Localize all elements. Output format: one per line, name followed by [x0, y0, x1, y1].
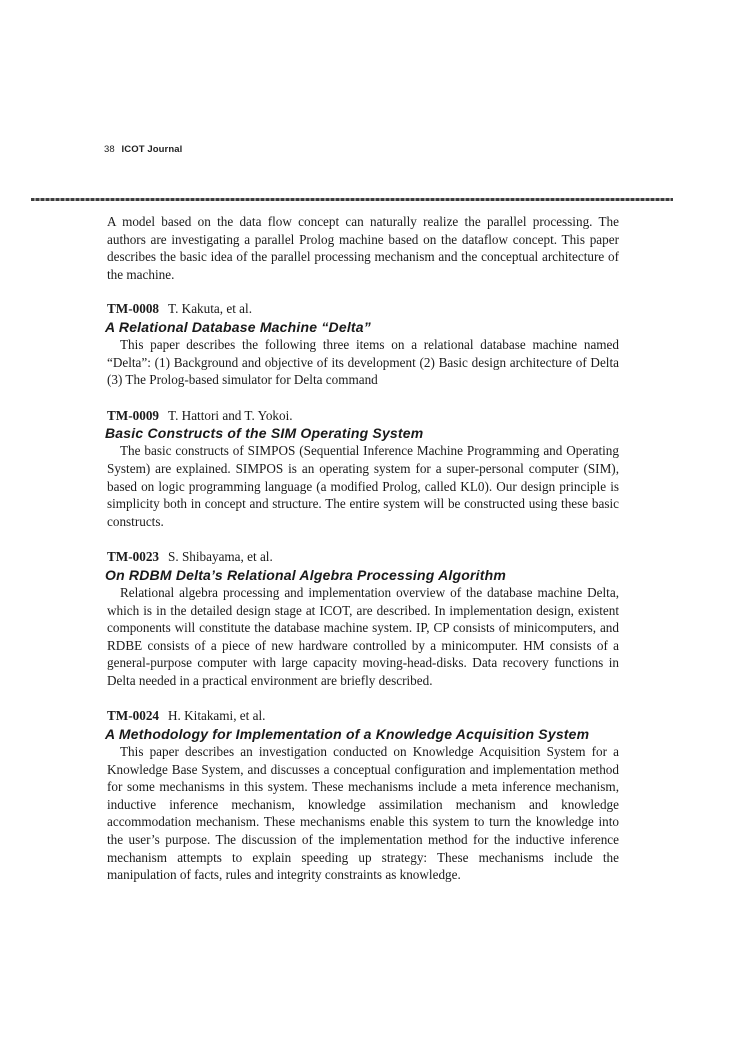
- entry-heading: [107, 407, 619, 425]
- report-authors: T. Hattori and T. Yokoi.: [168, 407, 293, 423]
- report-id: TM-0008: [107, 301, 160, 317]
- report-authors: H. Kitakami, et al.: [168, 708, 266, 724]
- report-entry: [107, 548, 619, 689]
- page-number: 38: [104, 144, 115, 155]
- intro-paragraph: A model based on the data flow concept can naturally realize the parallel processing. The authors are investigating a parallel Prolog machine based on the dataflow concept. This paper describes the basic idea of the parallel processing mechanism and the conceptual architecture of the machine.: [107, 214, 619, 282]
- report-authors: S. Shibayama, et al.: [168, 549, 273, 565]
- report-title: A Relational Database Machine “Delta”: [105, 318, 371, 335]
- report-id: TM-0024: [107, 708, 160, 724]
- report-authors: T. Kakuta, et al.: [168, 301, 252, 317]
- report-abstract: Relational algebra processing and implementation overview of the database machine Delta, which is in the detailed design stage at ICOT, are described. In implementation design, existent components will constitute the database machine system. IP, CP consists of minicomputers, and RDBE consists of a piece of new hardware controlled by a minicomputer. HM consists of a general-purpose computer with large capacity moving-head-disks. Data recovery functions in Delta needed in a practical environment are briefly described.: [107, 584, 619, 688]
- report-abstract: The basic constructs of SIMPOS (Sequential Inference Machine Programming and Operating System) are explained. SIMPOS is an operating system for a super-personal computer (SIM), based on logic programming language (a modified Prolog, called KL0). Our design principle is simplicity both in concept and structure. The entire system will be constructed using these basic constructs.: [107, 443, 619, 529]
- report-entry: [107, 407, 619, 531]
- report-title: A Methodology for Implementation of a Knowledge Acquisition System: [105, 726, 590, 743]
- running-head: [104, 144, 182, 155]
- entry-heading: [107, 300, 619, 318]
- header-rule-divider: [31, 198, 673, 201]
- entry-heading: [107, 707, 619, 725]
- journal-name: ICOT Journal: [121, 144, 183, 155]
- report-entry: [107, 300, 619, 388]
- report-entry: [107, 707, 619, 883]
- report-id: TM-0023: [107, 549, 160, 565]
- report-title: On RDBM Delta’s Relational Algebra Processing Algorithm: [105, 566, 506, 583]
- entry-heading: [107, 548, 619, 566]
- report-abstract: This paper describes the following three items on a relational database machine named “Delta”: (1) Background and objective of its development (2) Basic design architecture of Delta (3) The Prolog-based simulator for Delta command: [107, 336, 619, 388]
- report-title: Basic Constructs of the SIM Operating System: [105, 425, 424, 442]
- page-content: [107, 213, 619, 902]
- report-id: TM-0009: [107, 407, 160, 423]
- report-abstract: This paper describes an investigation conducted on Knowledge Acquisition System for a Knowledge Base System, and discusses a conceptual configuration and implementation method for some mechanisms in this system. These mechanisms include a meta inference mechanism, inductive inference mechanism, knowledge assimilation mechanism and knowledge accommodation mechanism. These mechanisms enable this system to turn the knowledge into the user’s purpose. The discussion of the implementation method for the inductive inference mechanism attempts to explain speeding up strategy: These mechanisms include the manipulation of facts, rules and integrity constraints as knowledge.: [107, 744, 619, 883]
